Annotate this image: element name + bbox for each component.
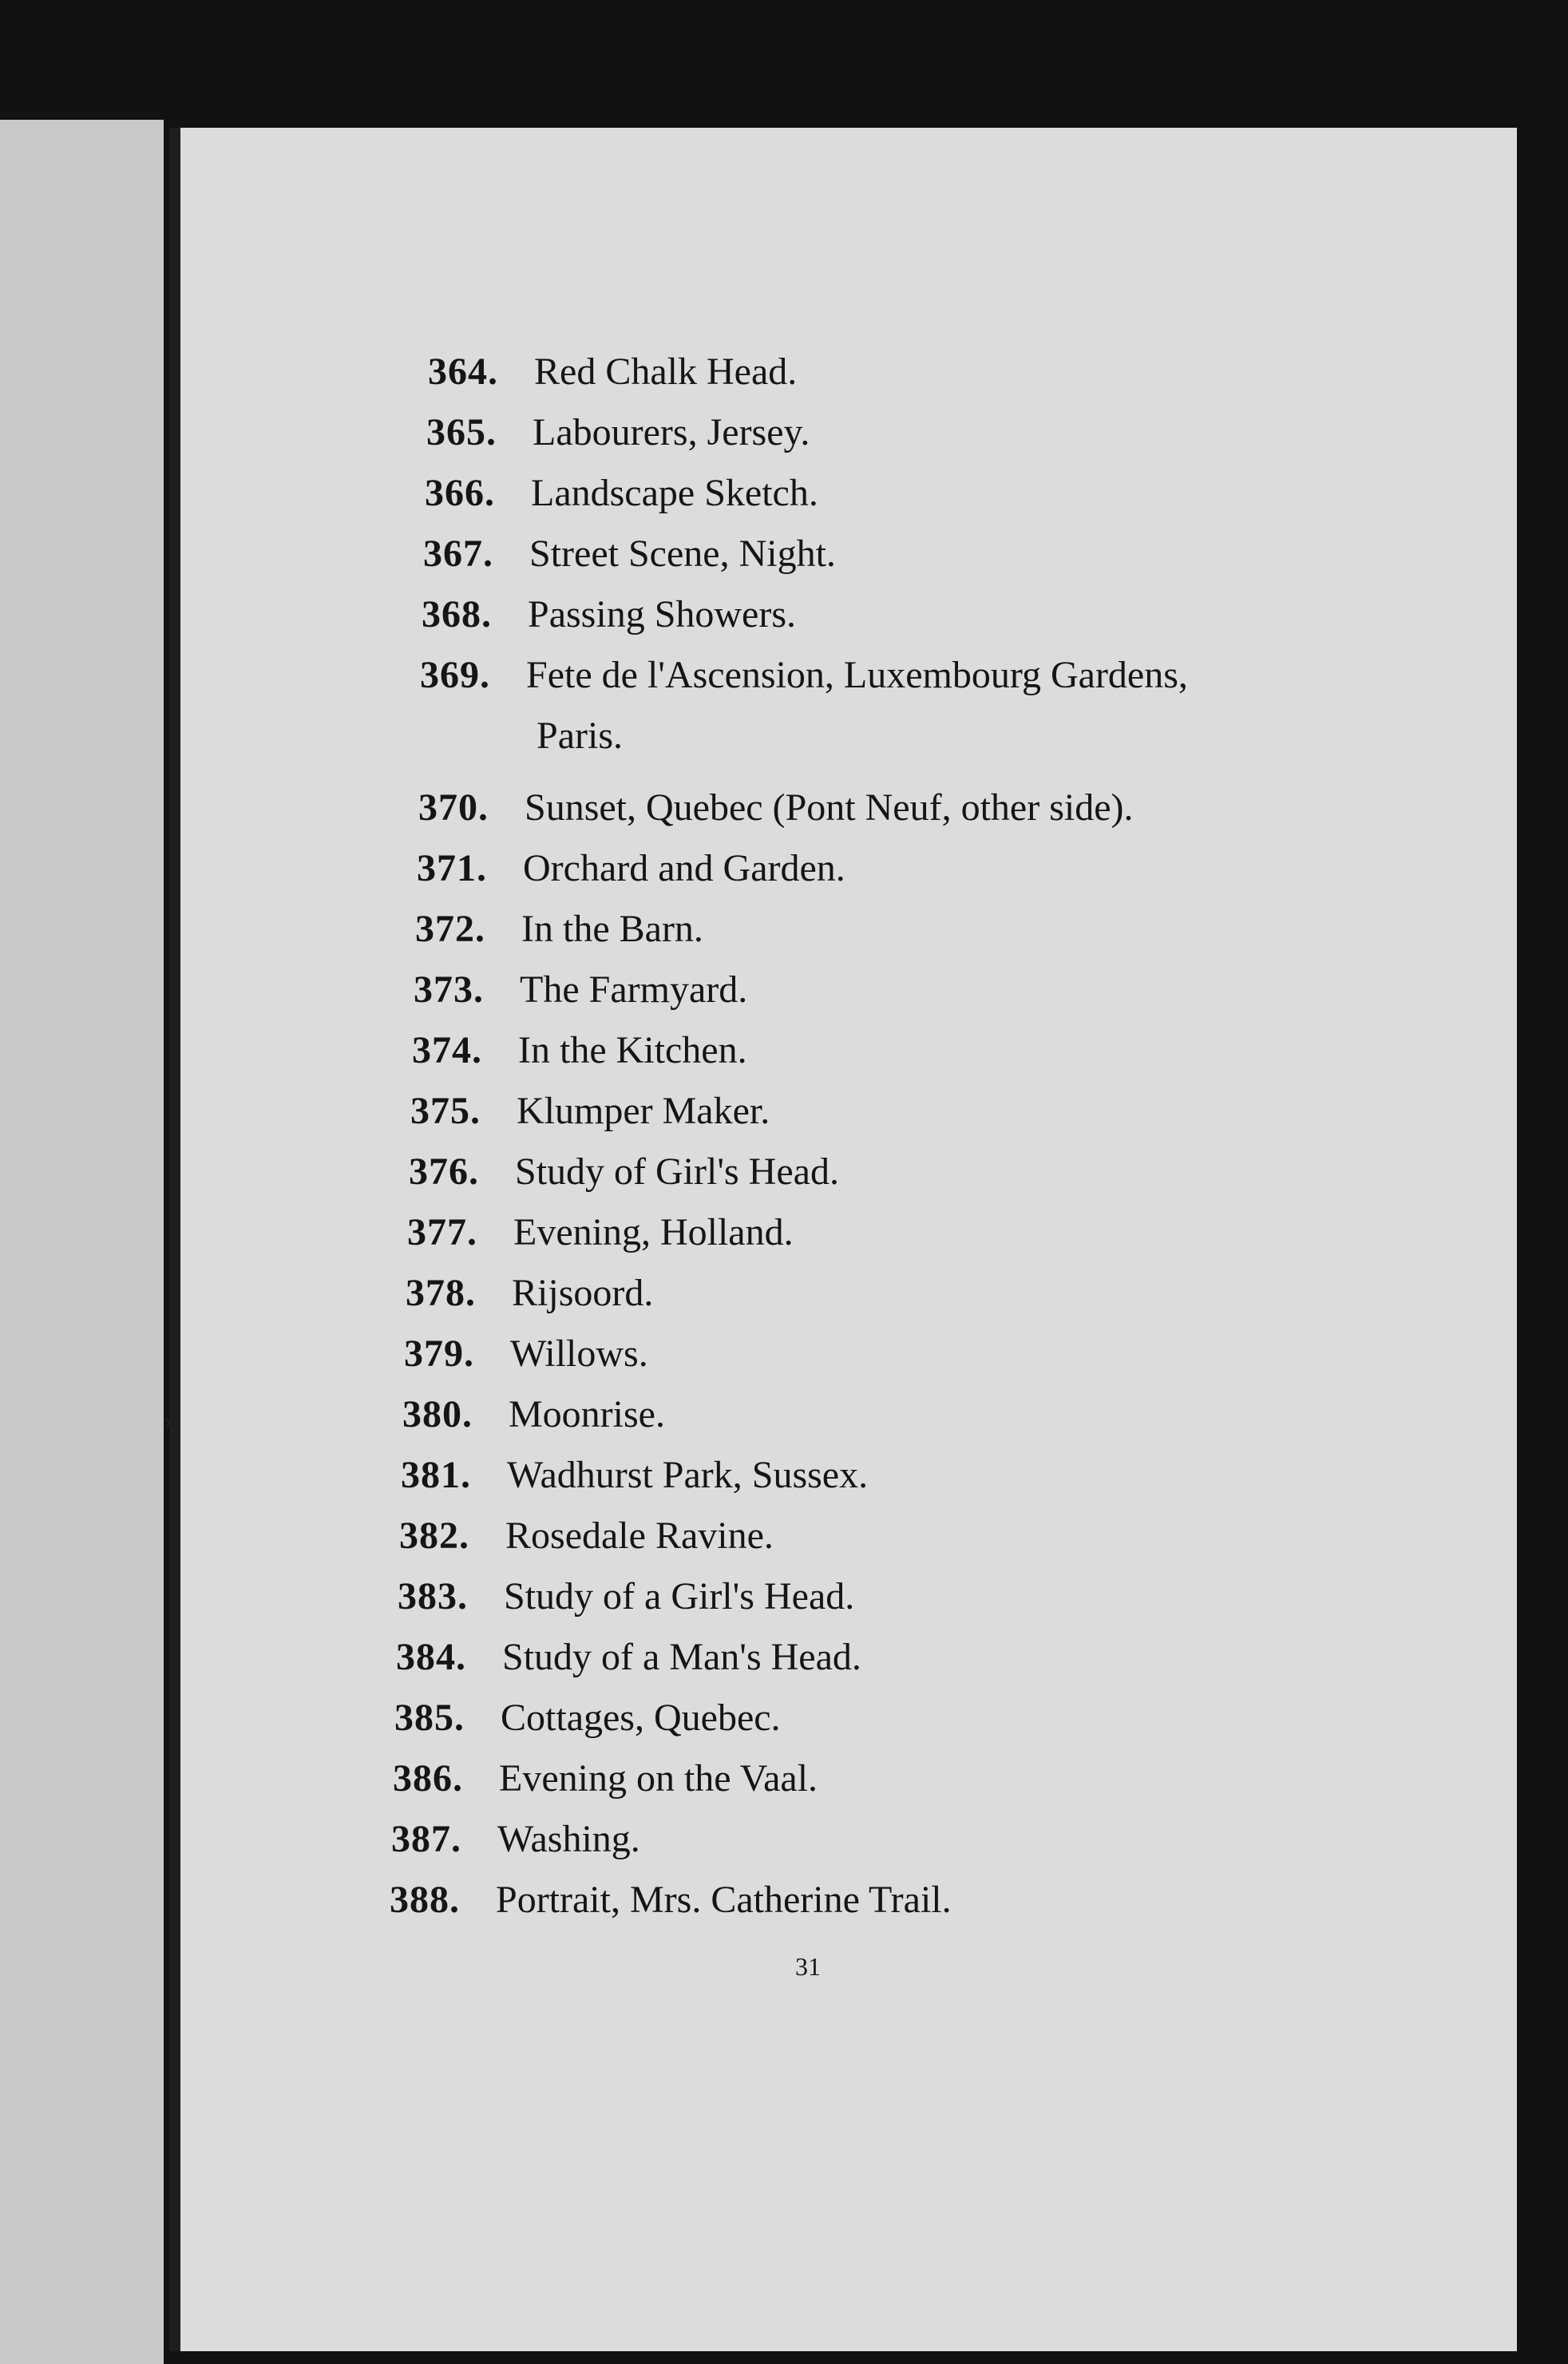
entry-number: 382. [399, 1515, 469, 1557]
entry-number: 388. [390, 1879, 460, 1921]
entry-title: Evening, Holland. [513, 1211, 794, 1253]
margin-mark: › [164, 1409, 172, 1434]
entry-number: 374. [412, 1029, 482, 1071]
page-number: 31 [795, 1952, 821, 1981]
entry-title: Moonrise. [509, 1393, 665, 1435]
list-item [391, 1819, 640, 1861]
list-item [394, 1697, 781, 1740]
list-item [415, 909, 703, 951]
list-item [399, 1515, 774, 1558]
entry-title: Evening on the Vaal. [499, 1757, 818, 1800]
entry-number: 383. [398, 1575, 468, 1618]
list-item [409, 1151, 839, 1194]
list-item [428, 351, 797, 394]
entry-number: 370. [418, 786, 489, 829]
entry-number: 386. [393, 1757, 463, 1800]
entry-number: 376. [409, 1150, 479, 1193]
entry-title: Wadhurst Park, Sussex. [507, 1454, 869, 1496]
entry-number: 381. [401, 1454, 471, 1496]
list-item [402, 1394, 665, 1436]
entry-title: Cottages, Quebec. [501, 1697, 781, 1739]
entry-title: Portrait, Mrs. Catherine Trail. [496, 1879, 952, 1921]
list-item [404, 1333, 648, 1376]
list-item [412, 1030, 747, 1072]
list-item [422, 594, 796, 636]
entry-number: 366. [425, 472, 495, 514]
entry-number: 375. [410, 1090, 481, 1132]
entry-number: 387. [391, 1818, 461, 1860]
entry-title: Fete de l'Ascension, Luxembourg Gardens, [526, 654, 1188, 696]
list-item [417, 848, 845, 890]
entry-title: Passing Showers. [528, 593, 797, 636]
entry-number: 368. [422, 593, 492, 636]
entry-title: Red Chalk Head. [534, 350, 798, 393]
entry-title: Study of a Girl's Head. [504, 1575, 855, 1618]
list-item [393, 1758, 818, 1800]
entry-title: Washing. [497, 1818, 640, 1860]
entry-number: 373. [414, 968, 484, 1011]
entry-title: Sunset, Quebec (Pont Neuf, other side). [525, 786, 1134, 829]
entry-title: Study of Girl's Head. [515, 1150, 839, 1193]
entry-title: Landscape Sketch. [531, 472, 818, 514]
entry-number: 364. [428, 350, 498, 393]
entry-number: 384. [396, 1636, 466, 1678]
list-item [406, 1273, 653, 1315]
list-item [390, 1879, 952, 1922]
entry-continuation: Paris. [537, 715, 623, 757]
entry-number: 369. [420, 654, 490, 696]
list-item [426, 412, 810, 454]
entry-title: Orchard and Garden. [523, 847, 845, 889]
entry-title: Rosedale Ravine. [505, 1515, 774, 1557]
entry-title: In the Kitchen. [518, 1029, 747, 1071]
list-item [418, 787, 1134, 830]
entry-title: Willows. [510, 1332, 648, 1375]
entry-number: 367. [423, 533, 493, 575]
list-item [420, 655, 1188, 697]
entry-number: 372. [415, 908, 485, 950]
list-item [396, 1637, 861, 1679]
entry-number: 365. [426, 411, 497, 453]
entry-title: Study of a Man's Head. [502, 1636, 861, 1678]
entry-number: 378. [406, 1272, 476, 1314]
list-item [410, 1091, 770, 1133]
entry-title: Labourers, Jersey. [533, 411, 810, 453]
entry-number: 385. [394, 1697, 465, 1739]
entry-number: 379. [404, 1332, 474, 1375]
list-item [407, 1212, 794, 1254]
list-item [423, 533, 836, 576]
facing-page-edge [0, 120, 164, 2364]
entry-title: In the Barn. [521, 908, 703, 950]
entry-title: Klumper Maker. [517, 1090, 770, 1132]
entry-number: 371. [417, 847, 487, 889]
catalogue-page [164, 128, 1517, 2351]
list-item [401, 1455, 868, 1497]
entry-title: Rijsoord. [512, 1272, 654, 1314]
entry-title: Street Scene, Night. [529, 533, 836, 575]
list-item [414, 969, 747, 1012]
list-item [425, 473, 818, 515]
list-item [398, 1576, 854, 1618]
entry-number: 380. [402, 1393, 473, 1435]
entry-title: The Farmyard. [520, 968, 748, 1011]
entry-number: 377. [407, 1211, 477, 1253]
